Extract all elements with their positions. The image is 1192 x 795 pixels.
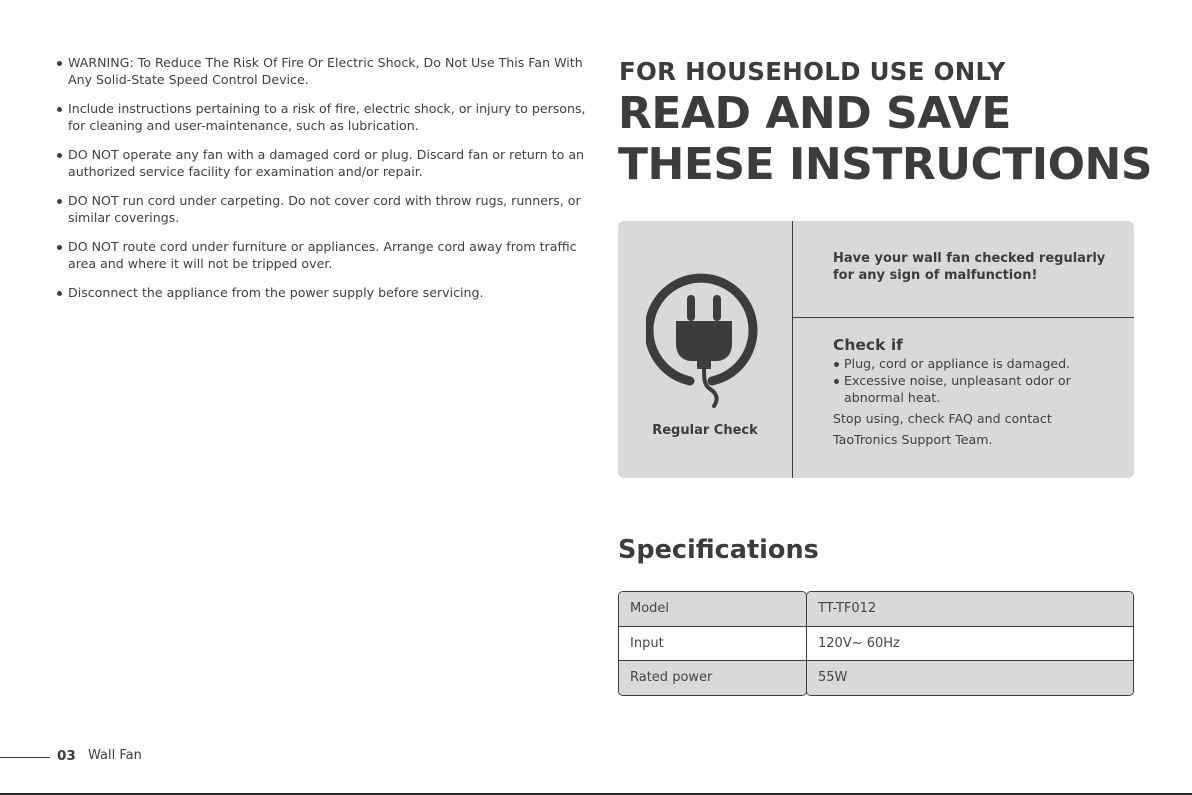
warning-item: DO NOT operate any fan with a damaged cord or plug. Discard fan or return to an authorized service facility for examination and/or repair.	[57, 146, 587, 180]
check-item: Plug, cord or appliance is damaged.	[833, 355, 1123, 372]
spec-value-input: 120V~ 60Hz	[807, 626, 1133, 661]
stop-line: Stop using, check FAQ and contact	[833, 411, 1052, 426]
spec-value-rated-power: 55W	[807, 661, 1133, 695]
regular-check-panel	[618, 221, 1134, 478]
spec-value-model: TT-TF012	[807, 592, 1133, 626]
warning-item: DO NOT run cord under carpeting. Do not cover cord with throw rugs, runners, or similar coverings.	[57, 192, 587, 226]
page-number: 03	[57, 748, 76, 764]
warning-item: Include instructions pertaining to a risk of fire, electric shock, or injury to persons, for cleaning and user-maintenance, such as lubrication.	[57, 100, 587, 134]
spec-label-column	[618, 591, 807, 696]
warning-item: DO NOT route cord under furniture or appliances. Arrange cord away from traffic area and where it will not be tripped over.	[57, 238, 587, 272]
household-use-heading: FOR HOUSEHOLD USE ONLY	[619, 57, 1006, 86]
panel-divider	[793, 317, 1134, 318]
notice-line: Have your wall fan checked regularly	[833, 251, 1106, 266]
check-notice	[833, 250, 1123, 284]
specifications-title: Specifications	[618, 535, 819, 565]
check-item: Excessive noise, unpleasant odor or abnormal heat.	[833, 372, 1123, 406]
spec-label-model: Model	[619, 592, 806, 626]
spec-label-rated-power: Rated power	[619, 661, 806, 695]
stop-using-text	[833, 408, 1123, 450]
page-title: Wall Fan	[88, 748, 142, 763]
footer-rule	[0, 757, 50, 758]
read-and-save-heading	[618, 88, 1152, 190]
check-if-title: Check if	[833, 336, 903, 354]
notice-line: for any sign of malfunction!	[833, 268, 1038, 283]
regular-check-label: Regular Check	[652, 423, 758, 438]
safety-warning-list	[57, 54, 587, 313]
spec-label-input: Input	[619, 626, 806, 661]
warning-item: WARNING: To Reduce The Risk Of Fire Or Electric Shock, Do Not Use This Fan With Any Solid-State Speed Control Device.	[57, 54, 587, 88]
stop-line: TaoTronics Support Team.	[833, 432, 993, 447]
heading-line-2: THESE INSTRUCTIONS	[618, 139, 1153, 190]
warning-item: Disconnect the appliance from the power supply before servicing.	[57, 284, 587, 301]
check-list	[833, 355, 1123, 406]
spec-value-column	[806, 591, 1134, 696]
plug-icon	[646, 273, 762, 411]
heading-line-1: READ AND SAVE	[618, 88, 1011, 139]
panel-divider	[792, 221, 793, 478]
